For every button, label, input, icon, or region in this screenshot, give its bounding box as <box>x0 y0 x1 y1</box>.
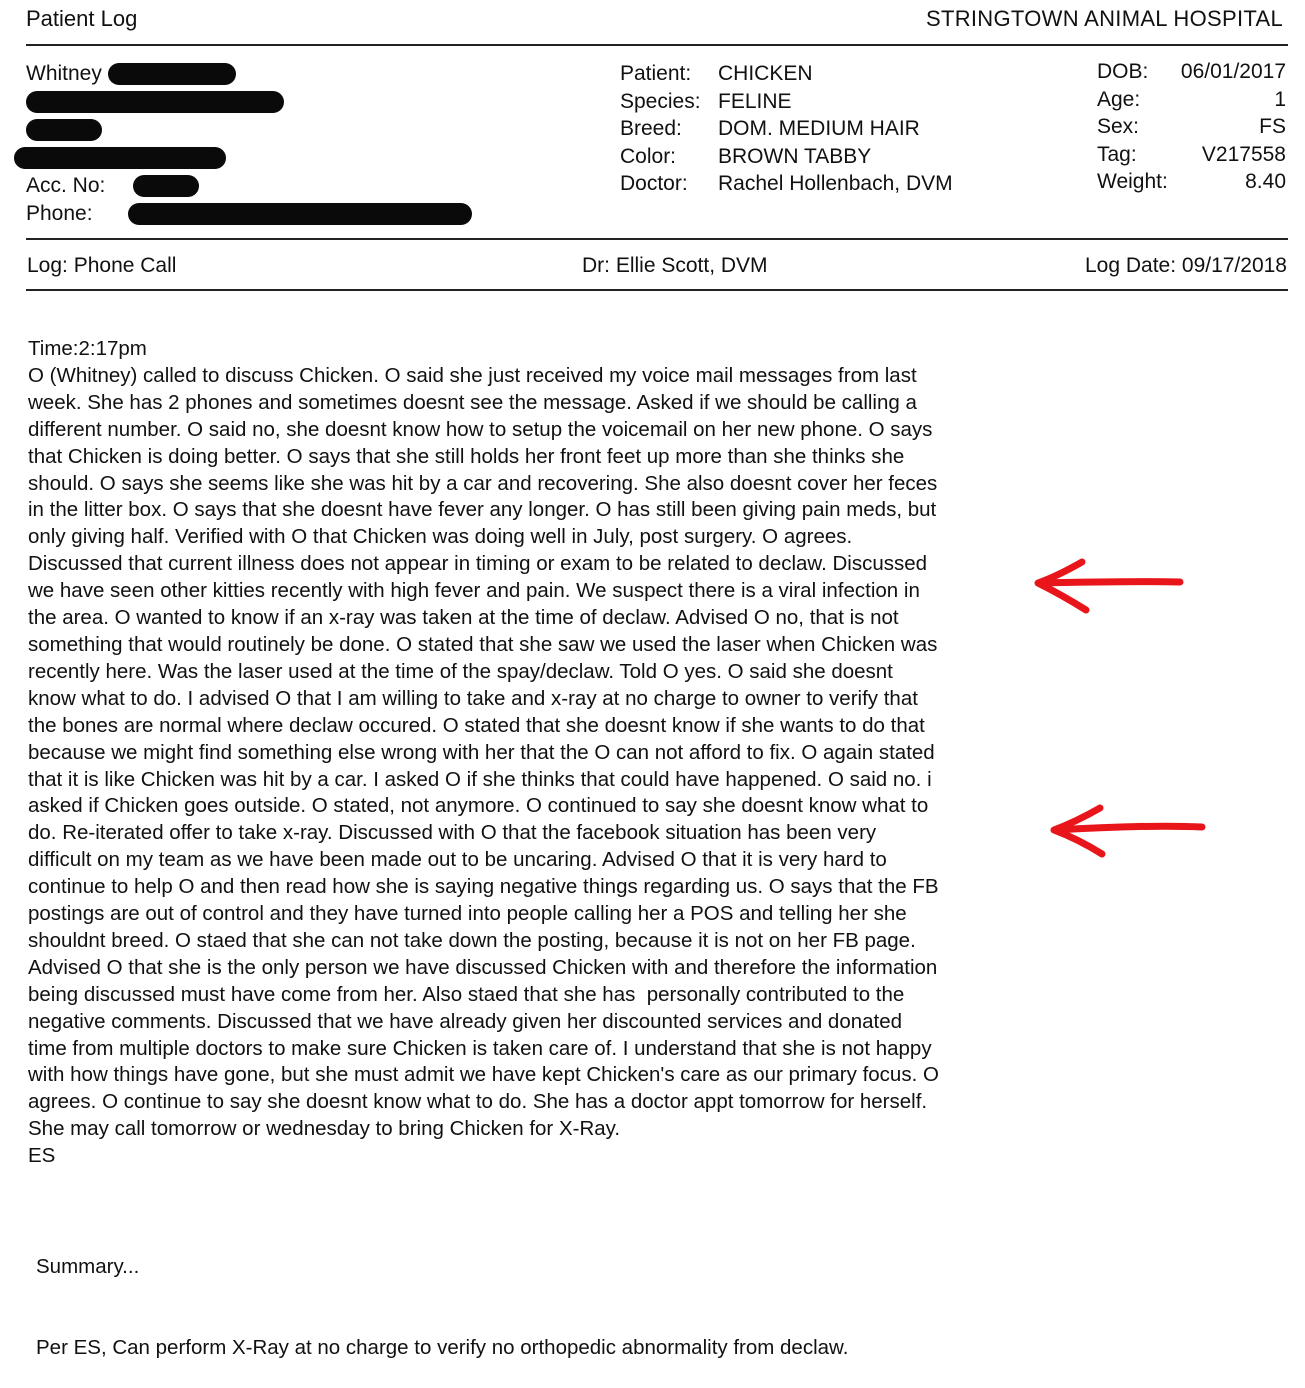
age-value: 1 <box>1274 87 1286 111</box>
species-label: Species: <box>620 89 701 113</box>
note-line: the area. O wanted to know if an x-ray was taken at the time of declaw. Advised O no, that is not <box>28 606 899 630</box>
redaction-bar <box>14 147 226 169</box>
note-line: should. O says she seems like she was hit by a car and recovering. She also doesnt cover her feces <box>28 471 938 495</box>
weight-row <box>1097 168 1286 196</box>
note-line: different number. O said no, she doesnt know how to setup the voicemail on her new phone. O says <box>28 417 933 441</box>
breed-label: Breed: <box>620 117 682 140</box>
weight-value: 8.40 <box>1245 170 1286 193</box>
dob-value: 06/01/2017 <box>1180 60 1286 83</box>
dob-label: DOB: <box>1097 60 1149 83</box>
note-line: recently here. Was the laser used at the time of the spay/declaw. Told O yes. O said she doesnt <box>28 659 893 683</box>
sex-value: FS <box>1259 115 1286 138</box>
weight-label: Weight: <box>1097 170 1168 193</box>
doctor-value: Rachel Hollenbach, DVM <box>718 172 953 195</box>
color-value: BROWN TABBY <box>718 144 872 168</box>
summary-text: Per ES, Can perform X-Ray at no charge to verify no orthopedic abnormality from declaw. <box>36 1335 849 1359</box>
log-type: Log: Phone Call <box>27 254 177 277</box>
note-line: difficult on my team as we have been made out to be uncaring. Advised O that it is very hard to <box>28 848 887 872</box>
redaction-bar <box>26 119 102 141</box>
note-line: postings are out of control and they have turned into people calling her a POS and telling her she <box>28 902 907 926</box>
patient-row <box>620 60 953 88</box>
note-line: She may call tomorrow or wednesday to bring Chicken for X-Ray. <box>28 1117 621 1141</box>
owner-block <box>26 60 472 228</box>
hospital-name: STRINGTOWN ANIMAL HOSPITAL <box>926 6 1283 31</box>
note-line: negative comments. Discussed that we have already given her discounted services and donated <box>28 1009 903 1033</box>
dob-row <box>1097 58 1286 86</box>
info-divider <box>26 238 1288 240</box>
red-arrow-annotation <box>1046 800 1211 860</box>
note-line: the bones are normal where declaw occured. O stated that she doesnt know if she wants to do that <box>28 713 925 737</box>
doctor-row <box>620 170 953 198</box>
note-line: time from multiple doctors to make sure Chicken is taken care of. I understand that she is not happy <box>28 1036 932 1060</box>
note-line: know what to do. I advised O that I am willing to take and x-ray at no charge to owner to verify that <box>28 686 918 710</box>
note-line: asked if Chicken goes outside. O stated, not anymore. O continued to say she doesnt know what to <box>28 794 929 818</box>
page-title: Patient Log <box>26 6 138 31</box>
log-note <box>28 336 1048 1170</box>
details-table <box>1097 58 1286 196</box>
species-value: FELINE <box>718 89 792 113</box>
note-line: with how things have gone, but she must admit we have kept Chicken's care as our primary focus. O <box>28 1063 939 1087</box>
note-line: Advised O that she is the only person we have discussed Chicken with and therefore the information <box>28 955 938 979</box>
note-line: Time:2:17pm <box>28 337 147 360</box>
summary-block <box>36 1200 848 1388</box>
redaction-bar <box>128 203 472 225</box>
age-row <box>1097 86 1286 114</box>
log-divider <box>26 289 1288 291</box>
note-line: being discussed must have come from her. Also staed that she has personally contributed to the <box>28 982 905 1006</box>
summary-heading: Summary... <box>36 1254 140 1278</box>
note-line: because we might find something else wrong with her that the O can not afford to fix. O again stated <box>28 740 935 764</box>
note-line: O (Whitney) called to discuss Chicken. O said she just received my voice mail messages from last <box>28 363 917 387</box>
color-row <box>620 143 953 171</box>
note-line: something that would routinely be done. O stated that she saw we used the laser when Chicken was <box>28 632 938 656</box>
phone-label: Phone: <box>26 202 93 225</box>
log-date: Log Date: 09/17/2018 <box>1084 254 1287 277</box>
note-line: shouldnt breed. O staed that she can not take down the posting, because it is not on her FB page. <box>28 928 916 952</box>
note-line: ES <box>28 1144 56 1168</box>
note-line: in the litter box. O says that she doesnt have fever any longer. O has still been giving pain meds, but <box>28 498 937 522</box>
note-line: agrees. O continue to say she doesnt know what to do. She has a doctor appt tomorrow for herself. <box>28 1090 928 1114</box>
header-divider <box>26 44 1288 46</box>
species-row <box>620 88 953 116</box>
note-line: that Chicken is doing better. O says that she still holds her front feet up more than she thinks she <box>28 444 905 468</box>
sex-label: Sex: <box>1097 115 1140 138</box>
redaction-bar <box>26 91 284 113</box>
acc-no-label: Acc. No: <box>26 174 106 197</box>
note-line: continue to help O and then read how she is saying negative things regarding us. O says that the FB <box>28 875 939 899</box>
sex-row <box>1097 113 1286 141</box>
patient-info-table <box>620 60 953 198</box>
note-line: only giving half. Verified with O that Chicken was doing well in July, post surgery. O agrees. <box>28 525 853 549</box>
red-arrow-annotation <box>1030 556 1190 616</box>
tag-value: V217558 <box>1201 142 1286 166</box>
redaction-bar <box>133 175 199 197</box>
patient-label: Patient: <box>620 62 692 85</box>
tag-row <box>1097 141 1286 169</box>
note-line: week. She has 2 phones and sometimes doesnt see the message. Asked if we should be calling a <box>28 390 917 414</box>
color-label: Color: <box>620 144 677 168</box>
tag-label: Tag: <box>1097 142 1137 166</box>
note-line: Discussed that current illness does not appear in timing or exam to be related to declaw. Discussed <box>28 552 928 576</box>
owner-name: Whitney <box>26 62 102 85</box>
patient-value: CHICKEN <box>718 62 813 85</box>
doctor-label: Doctor: <box>620 172 688 195</box>
note-line: we have seen other kitties recently with high fever and pain. We suspect there is a viral infection in <box>28 579 920 603</box>
redaction-bar <box>108 63 236 85</box>
breed-value: DOM. MEDIUM HAIR <box>718 117 920 140</box>
age-label: Age: <box>1097 87 1141 111</box>
log-doctor: Dr: Ellie Scott, DVM <box>582 254 768 277</box>
note-line: that it is like Chicken was hit by a car. I asked O if she thinks that could have happened. O said no. i <box>28 767 932 791</box>
note-line: do. Re-iterated offer to take x-ray. Discussed with O that the facebook situation has been very <box>28 821 877 845</box>
breed-row <box>620 115 953 143</box>
